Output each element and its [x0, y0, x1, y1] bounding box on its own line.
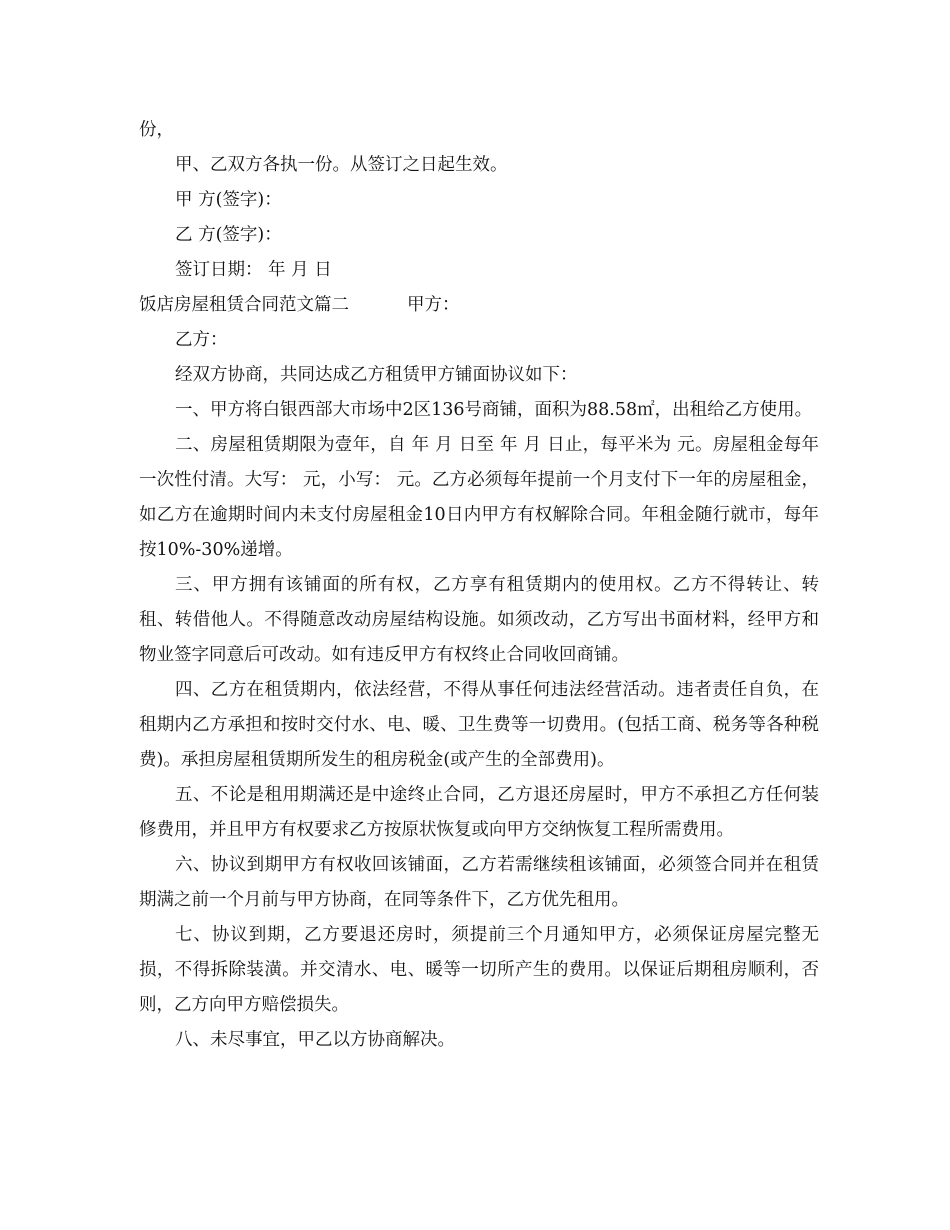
clause-2: 二、房屋租赁期限为壹年，自 年 月 日至 年 月 日止，每平米为 元。房屋租金每年一次性付清。大写： 元，小写： 元。乙方必须每年提前一个月支付下一年的房屋租金，如乙方在逾期时间内未支付房屋租金10日内甲方有权解除合同。年租金随行就市，每年按10%-30%递增。 — [139, 435, 819, 560]
clause-7: 七、协议到期，乙方要退还房时，须提前三个月通知甲方，必须保证房屋完整无损，不得拆除装潢。并交清水、电、暖等一切所产生的费用。以保证后期租房顺利，否则，乙方向甲方赔偿损失。 — [139, 925, 819, 1015]
party-b-signature: 乙 方(签字)： — [175, 225, 282, 245]
party-a-signature: 甲 方(签字)： — [175, 190, 282, 210]
party-b-label: 乙方： — [175, 330, 228, 350]
continuation-line: 份， — [139, 120, 174, 140]
section-title: 饭店房屋租赁合同范文篇二 — [139, 295, 349, 315]
clause-5: 五、不论是租用期满还是中途终止合同，乙方退还房屋时，甲方不承担乙方任何装修费用，并且甲方有权要求乙方按原状恢复或向甲方交纳恢复工程所需费用。 — [139, 785, 819, 840]
clause-8: 八、未尽事宜，甲乙以方协商解决。 — [175, 1030, 455, 1050]
clause-1: 一、甲方将白银西部大市场中2区136号商铺，面积为88.58㎡，出租给乙方使用。 — [175, 400, 813, 420]
agreement-intro: 经双方协商，共同达成乙方租赁甲方铺面协议如下： — [175, 365, 578, 385]
document-body — [139, 113, 819, 1058]
signing-date: 签订日期： 年 月 日 — [175, 260, 332, 280]
section-heading-row — [139, 288, 819, 323]
effect-clause: 甲、乙双方各执一份。从签订之日起生效。 — [175, 155, 508, 175]
party-a-label: 甲方： — [407, 295, 460, 315]
clause-6: 六、协议到期甲方有权收回该铺面，乙方若需继续租该铺面，必须签合同并在租赁期满之前一个月前与甲方协商，在同等条件下，乙方优先租用。 — [139, 855, 819, 910]
clause-3: 三、甲方拥有该铺面的所有权，乙方享有租赁期内的使用权。乙方不得转让、转租、转借他人。不得随意改动房屋结构设施。如须改动，乙方写出书面材料，经甲方和物业签字同意后可改动。如有违反甲方有权终止合同收回商铺。 — [139, 575, 819, 665]
clause-4: 四、乙方在租赁期内，依法经营，不得从事任何违法经营活动。违者责任自负，在租期内乙方承担和按时交付水、电、暖、卫生费等一切费用。(包括工商、税务等各种税费)。承担房屋租赁期所发生的租房税金(或产生的全部费用)。 — [139, 680, 819, 770]
